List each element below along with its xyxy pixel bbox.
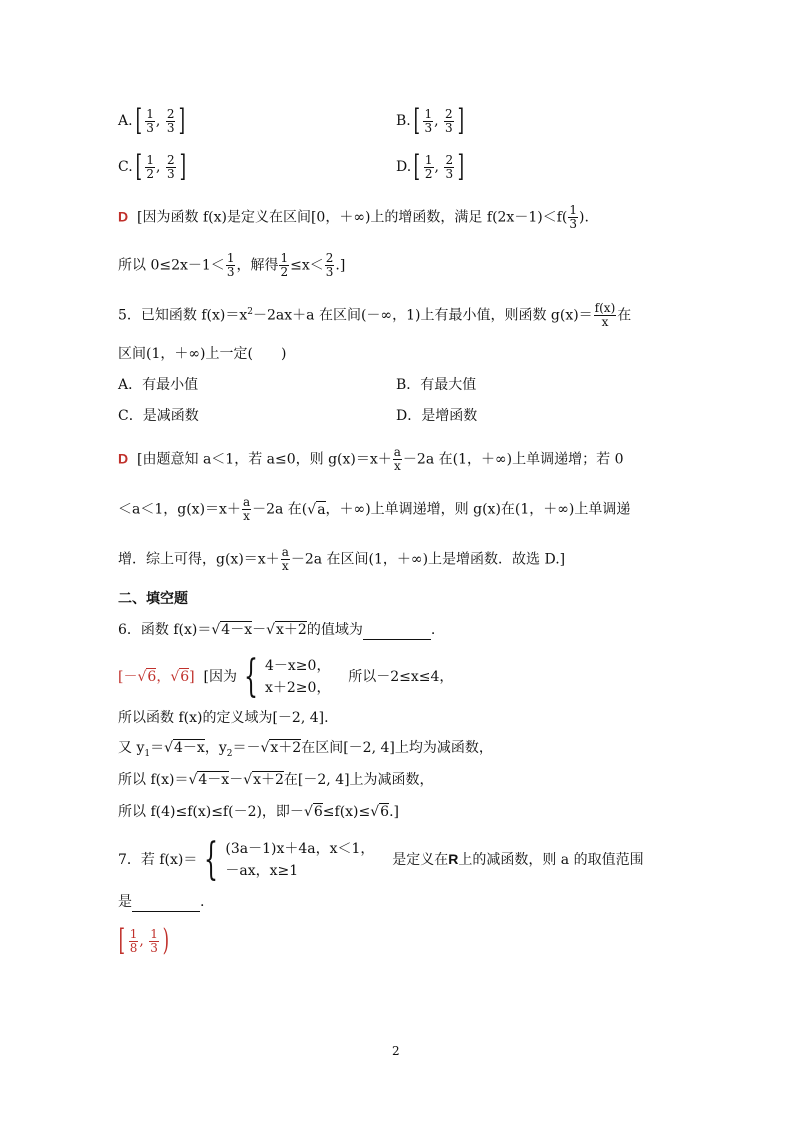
fraction-denominator: 3 <box>166 120 175 135</box>
fraction-numerator: 1 <box>280 251 289 265</box>
fraction-denominator: 2 <box>146 166 155 181</box>
q5-answer-line1 <box>118 446 623 473</box>
fraction-denominator: x <box>243 509 250 523</box>
equation-system <box>237 651 331 702</box>
q6-answer-line2: 所以函数 f(x)的定义域为[－2, 4]. <box>118 710 329 726</box>
answer-text: ＝－ <box>232 740 261 756</box>
answer-text: ，解得 <box>236 257 279 274</box>
fraction <box>145 154 155 181</box>
sqrt-radicand: x＋2 <box>276 622 307 638</box>
section-heading: 二、填空题 <box>118 590 188 606</box>
system-row: (3a－1)x＋4a，x＜1， <box>225 841 375 857</box>
answer-text: －2a 在(1，＋∞)上单调递增；若 0 <box>402 451 624 468</box>
question-text: . <box>430 622 436 638</box>
answer-blank <box>132 897 200 912</box>
answer-letter: D <box>118 208 129 225</box>
sqrt-radicand: x＋2 <box>270 740 302 756</box>
fraction <box>279 252 289 279</box>
option-b <box>396 103 466 138</box>
sqrt-radicand: 4－x <box>198 772 230 788</box>
answer-text: 所以 0≤2x－1＜ <box>118 257 225 274</box>
answer-text: ，y <box>204 740 227 756</box>
question-text: 6．函数 f(x)＝ <box>118 622 212 638</box>
sqrt-sign: √ <box>164 740 174 756</box>
fraction-denominator: 2 <box>280 265 289 279</box>
left-bracket: [ <box>118 923 126 958</box>
fraction <box>444 108 454 135</box>
fraction-denominator: x <box>393 459 401 473</box>
answer-text: ＝ <box>150 740 165 756</box>
sqrt-sign: √ <box>243 772 253 788</box>
answer-text: ，＋∞)上单调递增，则 g(x)在(1，＋∞)上单调递 <box>325 501 631 518</box>
fraction-denominator: 3 <box>445 120 453 135</box>
q5-option-b: B．有最大值 <box>396 377 477 393</box>
answer-blank <box>363 625 431 640</box>
fraction-numerator: f(x) <box>594 301 616 316</box>
answer-text: 又 y <box>118 740 145 756</box>
answer-text: ≤f(x)≤ <box>322 804 371 820</box>
question-text: 是定义在 <box>392 852 449 868</box>
q6-answer-line4 <box>118 770 434 790</box>
answer-text: .] <box>335 257 346 274</box>
sqrt-radicand: 6 <box>180 669 190 685</box>
answer-text: 在[－2, 4]上为减函数， <box>283 772 434 788</box>
sqrt-radicand: 6 <box>147 669 157 685</box>
fraction-denominator: 3 <box>424 120 433 135</box>
sqrt-radicand: 4－x <box>174 740 205 756</box>
fraction-numerator: 1 <box>226 251 235 265</box>
answer-text: 增．综上可得，g(x)＝x＋ <box>118 551 280 568</box>
fraction-numerator: 1 <box>146 106 154 121</box>
fraction-denominator: 2 <box>424 166 433 181</box>
separator: , <box>434 159 439 175</box>
q7-stem-line1 <box>118 836 644 883</box>
sqrt-sign: √ <box>260 740 270 756</box>
q5-answer-line3 <box>118 546 565 573</box>
right-bracket: ] <box>179 149 186 184</box>
question-text: 7．若 f(x)＝ <box>118 852 198 868</box>
fraction <box>444 154 454 181</box>
separator: , <box>156 159 161 175</box>
fraction <box>325 252 335 279</box>
option-label: D. <box>396 159 412 175</box>
fraction-numerator: 2 <box>166 106 175 121</box>
q4-answer-line2 <box>118 252 345 279</box>
bold-symbol: R <box>448 851 459 867</box>
q5-answer-line2 <box>118 496 630 523</box>
sqrt-radicand: x＋2 <box>253 772 284 788</box>
fraction <box>423 108 433 135</box>
q6-stem <box>118 620 435 640</box>
fraction <box>242 496 251 523</box>
fraction-denominator: x <box>281 559 289 573</box>
fraction-numerator: 1 <box>424 106 433 121</box>
question-text: －2ax＋a 在区间(－∞，1)上有最小值，则函数 g(x)＝ <box>253 307 593 324</box>
sqrt-radicand: a <box>317 501 326 518</box>
answer-text: ＜a＜1，g(x)＝x＋ <box>118 501 241 518</box>
answer-text: 所以 f(4)≤f(x)≤f(－2)，即－ <box>118 804 304 820</box>
question-text: 是 <box>118 894 132 910</box>
fraction-numerator: 1 <box>129 926 138 941</box>
q7-answer <box>116 923 172 958</box>
fraction <box>149 928 159 955</box>
fraction-numerator: a <box>393 445 401 459</box>
question-text: 上的减函数，则 a 的取值范围 <box>458 852 644 868</box>
system-rows <box>225 838 374 882</box>
answer-text: －2a 在区间(1，＋∞)上是增函数．故选 D.] <box>290 551 566 568</box>
answer-text: 所以 f(x)＝ <box>118 772 189 788</box>
superscript: 2 <box>247 307 253 317</box>
answer-letter: D <box>118 450 129 467</box>
answer-text: －2a 在( <box>252 501 308 518</box>
fraction-numerator: a <box>281 545 289 559</box>
sqrt-sign: √ <box>303 804 313 820</box>
q5-stem-line2: 区间(1，＋∞)上一定( ) <box>118 346 287 362</box>
subscript: 1 <box>144 748 151 759</box>
fraction-numerator: 1 <box>150 926 158 941</box>
fraction-denominator: 3 <box>325 265 334 279</box>
right-bracket: ] <box>457 103 464 138</box>
fraction-denominator: x <box>601 315 609 330</box>
answer-text: [因为函数 f(x)是定义在区间[0，＋∞)上的增函数，满足 f(2x－1)＜f( <box>137 209 568 226</box>
option-label: A. <box>118 113 133 129</box>
left-bracket: [ <box>135 103 142 138</box>
left-brace: { <box>244 651 258 702</box>
fraction <box>145 108 155 135</box>
right-bracket: ] <box>179 103 186 138</box>
q5-option-d: D．是增函数 <box>396 408 478 424</box>
fraction-denominator: 8 <box>129 940 138 955</box>
fraction <box>129 928 139 955</box>
fraction-numerator: 1 <box>146 152 155 167</box>
fraction-denominator: 3 <box>146 120 154 135</box>
answer-text: ≤x＜ <box>290 257 324 274</box>
fraction-numerator: 1 <box>424 152 433 167</box>
fraction-denominator: 3 <box>569 217 577 231</box>
sqrt-sign: √ <box>266 622 276 638</box>
fraction <box>594 302 617 329</box>
fraction-denominator: 3 <box>166 166 175 181</box>
option-label: C. <box>118 159 133 175</box>
subscript: 2 <box>226 748 233 759</box>
answer-text: [－ <box>118 669 138 685</box>
question-text: 5．已知函数 f(x)＝x <box>118 307 248 324</box>
fraction-numerator: 2 <box>445 106 453 121</box>
fraction <box>568 204 578 231</box>
fraction <box>166 108 176 135</box>
fraction-denominator: 3 <box>445 166 454 181</box>
fraction-numerator: 1 <box>569 203 577 217</box>
fraction-numerator: 2 <box>325 251 334 265</box>
separator: , <box>434 113 439 129</box>
q4-answer-line1 <box>118 204 589 231</box>
question-text: － <box>252 622 267 638</box>
fraction <box>393 446 402 473</box>
fraction <box>424 154 434 181</box>
right-bracket: ] <box>457 149 465 184</box>
sqrt-radicand: 4－x <box>221 622 253 638</box>
q5-option-c: C．是减函数 <box>118 408 199 424</box>
sqrt-sign: √ <box>370 804 380 820</box>
fraction <box>166 154 176 181</box>
question-text: 的值域为 <box>306 622 363 638</box>
sqrt-radicand: 6 <box>313 804 323 820</box>
option-d <box>396 149 467 184</box>
left-bracket: [ <box>413 103 420 138</box>
q6-answer-line1 <box>118 651 454 702</box>
fraction-numerator: a <box>242 495 251 509</box>
answer-range <box>118 669 195 685</box>
option-a <box>118 103 188 138</box>
fraction <box>226 252 236 279</box>
answer-text: [由题意知 a＜1，若 a≤0，则 g(x)＝x＋ <box>137 451 392 468</box>
option-label: B. <box>396 113 411 129</box>
left-bracket: [ <box>135 149 142 184</box>
answer-text: 所以－2≤x≤4， <box>348 669 454 685</box>
sqrt-sign: √ <box>211 622 221 638</box>
answer-text: ， <box>156 669 171 685</box>
sqrt-sign: √ <box>170 669 180 685</box>
option-c <box>118 149 188 184</box>
fraction-numerator: 2 <box>166 152 175 167</box>
sqrt-sign: √ <box>307 501 317 518</box>
q6-answer-line3 <box>118 738 493 764</box>
page-number: 2 <box>392 1044 400 1058</box>
left-brace: { <box>204 834 219 885</box>
answer-text: － <box>229 772 244 788</box>
q5-option-a: A．有最小值 <box>118 377 199 393</box>
answer-text: 在区间[－2, 4]上均为减函数， <box>301 740 493 756</box>
right-parenthesis: ) <box>162 923 169 958</box>
system-row: －ax，x≥1 <box>225 863 299 879</box>
sqrt-sign: √ <box>188 772 198 788</box>
q5-stem-line1 <box>118 302 631 329</box>
left-bracket: [ <box>413 149 421 184</box>
q7-stem-line2 <box>118 892 204 912</box>
answer-text: .] <box>389 804 400 820</box>
answer-text: ). <box>579 209 589 226</box>
separator: , <box>139 933 144 949</box>
sqrt-sign: √ <box>137 669 147 685</box>
piecewise-function <box>197 834 375 885</box>
q6-answer-line5 <box>118 802 399 822</box>
system-rows <box>265 655 330 699</box>
system-row: x＋2≥0， <box>265 680 331 696</box>
answer-text: [因为 <box>203 669 237 685</box>
fraction-denominator: 3 <box>150 940 158 955</box>
sqrt-radicand: 6 <box>380 804 390 820</box>
separator: , <box>155 113 161 129</box>
system-row: 4－x≥0， <box>265 658 331 674</box>
question-text: 在 <box>617 307 632 324</box>
fraction <box>281 546 290 573</box>
question-text: . <box>200 894 205 910</box>
answer-text: ] <box>189 669 195 685</box>
fraction-numerator: 2 <box>445 152 454 167</box>
fraction-denominator: 3 <box>226 265 235 279</box>
